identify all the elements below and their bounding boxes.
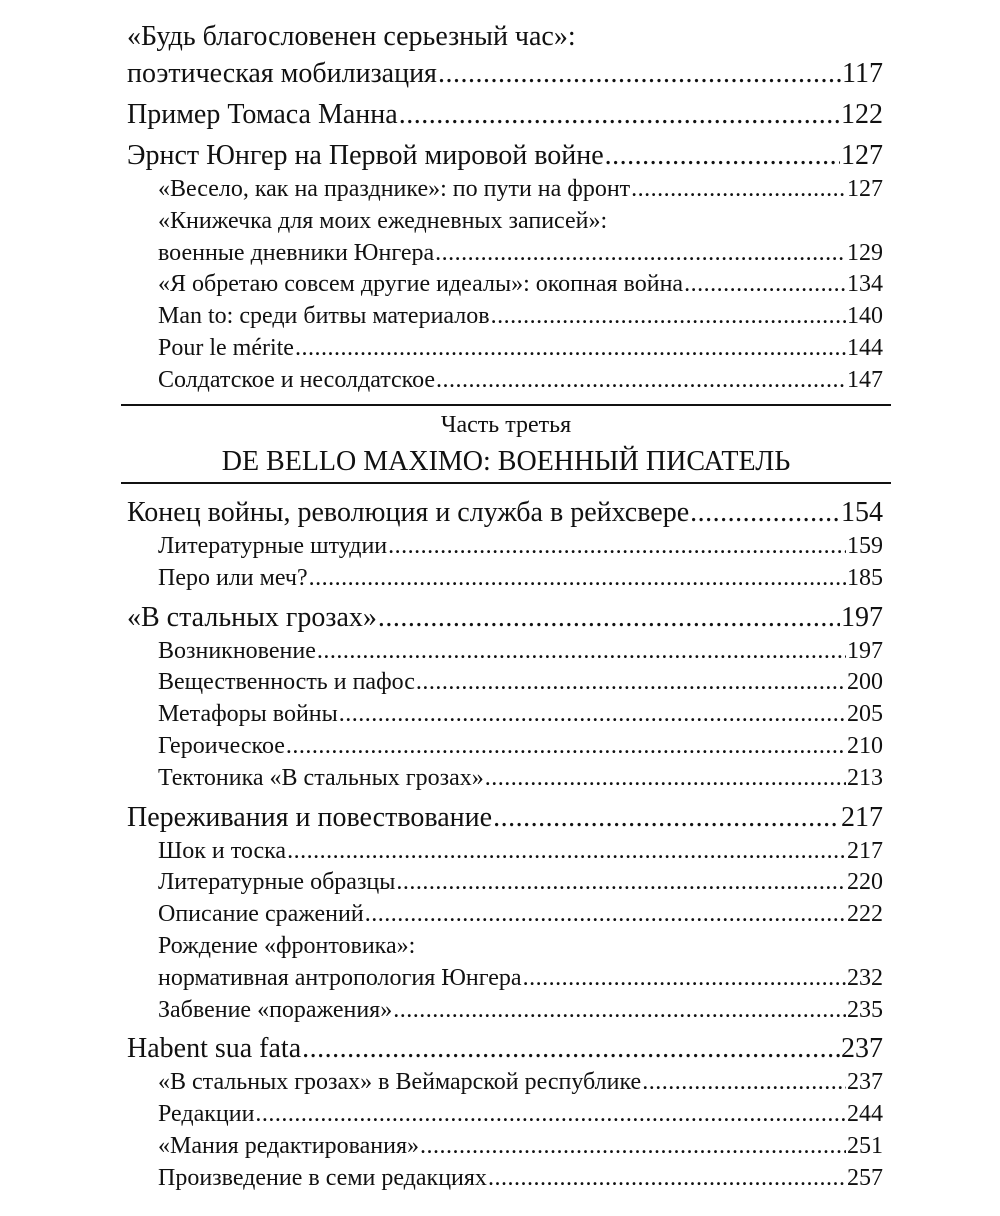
toc-entry-title: Описание сражений xyxy=(158,901,364,928)
part-divider-bottom-rule xyxy=(121,482,891,484)
toc-entry-title: Произведение в семи редакциях xyxy=(158,1164,487,1191)
toc-page-number: 147 xyxy=(847,366,883,393)
dot-leader xyxy=(684,269,846,301)
toc-page-number: 232 xyxy=(847,964,883,991)
toc-bottom-section xyxy=(127,494,883,1195)
toc-entry-title: Литературные образцы xyxy=(158,869,396,896)
toc-section-entry xyxy=(127,995,883,1027)
toc-entry-title: Шок и тоска xyxy=(158,837,287,864)
toc-page-number: 235 xyxy=(847,996,883,1023)
toc-page-number: 205 xyxy=(847,701,883,728)
toc-entry-title: Метафоры войны xyxy=(158,701,338,728)
toc-entry-title: Man to: среди битвы материалов xyxy=(158,303,490,330)
toc-entry-title: Переживания и повествование xyxy=(127,801,493,833)
toc-entry-title: Habent sua fata xyxy=(127,1033,302,1065)
toc-entry-title: Забвение «поражения» xyxy=(158,996,393,1023)
toc-entry-title: поэтическая мобилизация xyxy=(127,58,437,89)
part-label: Часть третья xyxy=(440,412,572,438)
dot-leader xyxy=(488,1163,846,1195)
toc-entry-title: Рождение «фронтовика»: xyxy=(158,932,416,959)
toc-page-number: 127 xyxy=(847,176,883,202)
toc-page-number: 237 xyxy=(841,1033,883,1065)
dot-leader xyxy=(523,963,846,995)
part-title: DE BELLO MAXIMO: ВОЕННЫЙ ПИСАТЕЛЬ xyxy=(221,446,791,477)
toc-page-number: 251 xyxy=(847,1132,883,1159)
dot-leader xyxy=(309,563,846,595)
dot-leader xyxy=(485,763,846,795)
toc-page-number: 159 xyxy=(847,533,883,559)
toc-entry-title: «Я обретаю совсем другие идеалы»: окопная война xyxy=(158,271,684,298)
toc-section-entry xyxy=(127,867,883,899)
toc-page-number: 222 xyxy=(847,901,883,928)
toc-section-entry xyxy=(127,333,883,365)
dot-leader xyxy=(295,333,846,365)
toc-page-number: 185 xyxy=(847,564,883,591)
toc-chapter-entry xyxy=(127,599,883,636)
toc-page-number: 129 xyxy=(847,239,883,266)
dot-leader xyxy=(393,995,846,1027)
dot-leader xyxy=(605,137,840,174)
toc-chapter-entry xyxy=(127,799,883,836)
dot-leader xyxy=(690,494,840,531)
toc-entry-title: Тектоника «В стальных грозах» xyxy=(158,764,484,791)
toc-section-entry xyxy=(127,763,883,795)
toc-section-entry xyxy=(127,238,883,270)
toc-page-number: 213 xyxy=(847,764,883,791)
dot-leader xyxy=(286,731,846,763)
toc-section-entry xyxy=(127,667,883,699)
toc-entry-title: «В стальных грозах» в Веймарской республике xyxy=(158,1069,642,1096)
toc-chapter-entry xyxy=(127,1030,883,1067)
toc-section-entry xyxy=(127,963,883,995)
toc-page-number: 117 xyxy=(842,58,883,89)
dot-leader xyxy=(388,531,846,563)
toc-page-number: 257 xyxy=(847,1164,883,1191)
toc-entry-title: Редакции xyxy=(158,1101,255,1128)
toc-entry-title: «Будь благословенен серьезный час»: xyxy=(127,21,576,52)
toc-chapter-entry xyxy=(127,55,883,92)
toc-entry-title: военные дневники Юнгера xyxy=(158,239,435,266)
dot-leader xyxy=(642,1067,846,1099)
toc-section-entry xyxy=(127,1067,883,1099)
toc-chapter-entry xyxy=(127,137,883,174)
toc-section-entry xyxy=(127,269,883,301)
toc-page-number: 237 xyxy=(847,1069,883,1096)
toc-section-entry xyxy=(127,301,883,333)
toc-page-number: 217 xyxy=(841,801,883,833)
toc-entry-title: Литературные штудии xyxy=(158,533,388,559)
dot-leader xyxy=(378,599,840,636)
toc-section-entry xyxy=(127,636,883,668)
toc-page-number: 127 xyxy=(841,140,883,171)
toc-entry-title: Солдатское и несолдатское xyxy=(158,366,436,393)
dot-leader xyxy=(255,1099,846,1131)
toc-entry-title: «Весело, как на празднике»: по пути на фронт xyxy=(158,176,631,202)
toc-page-number: 210 xyxy=(847,732,883,759)
dot-leader xyxy=(287,836,846,868)
part-divider-top-rule xyxy=(121,404,891,406)
toc-entry-title: Эрнст Юнгер на Первой мировой войне xyxy=(127,140,604,171)
toc-entry-title: Вещественность и пафос xyxy=(158,669,415,696)
toc-page-number: 244 xyxy=(847,1101,883,1128)
dot-leader xyxy=(436,365,846,397)
dot-leader xyxy=(339,699,846,731)
toc-section-entry xyxy=(127,1163,883,1195)
dot-leader xyxy=(491,301,846,333)
dot-leader xyxy=(438,55,841,92)
toc-page-number: 200 xyxy=(847,669,883,696)
toc-page-number: 217 xyxy=(847,837,883,864)
toc-chapter-entry xyxy=(127,96,883,133)
toc-page-number: 197 xyxy=(847,637,883,664)
toc-section-entry xyxy=(127,206,883,238)
toc-section-entry xyxy=(127,731,883,763)
dot-leader xyxy=(631,174,846,206)
toc-page-number: 197 xyxy=(841,601,883,633)
toc-section-entry xyxy=(127,531,883,563)
toc-page-number: 144 xyxy=(847,334,883,361)
toc-section-entry xyxy=(127,699,883,731)
toc-entry-title: «В стальных грозах» xyxy=(127,601,377,633)
toc-entry-title: Перо или меч? xyxy=(158,564,308,591)
toc-section-entry xyxy=(127,563,883,595)
dot-leader xyxy=(396,867,846,899)
toc-page-number: 140 xyxy=(847,303,883,330)
dot-leader xyxy=(493,799,840,836)
toc-entry-title: Пример Томаса Манна xyxy=(127,99,398,130)
toc-entry-title: Героическое xyxy=(158,732,285,759)
toc-entry-title: Конец войны, революция и служба в рейхсвере xyxy=(127,497,690,528)
toc-section-entry xyxy=(127,174,883,206)
toc-entry-title: «Мания редактирования» xyxy=(158,1132,419,1159)
toc-page-number: 134 xyxy=(847,271,883,298)
dot-leader xyxy=(416,667,846,699)
toc-top-section xyxy=(127,18,883,397)
dot-leader xyxy=(399,96,840,133)
toc-section-entry xyxy=(127,931,883,963)
toc-page-number: 220 xyxy=(847,869,883,896)
toc-page-number: 154 xyxy=(841,497,883,528)
dot-leader xyxy=(435,238,846,270)
toc-entry-title: Возникновение xyxy=(158,637,316,664)
toc-chapter-entry xyxy=(127,494,883,531)
dot-leader xyxy=(365,899,846,931)
toc-entry-title: «Книжечка для моих ежедневных записей»: xyxy=(158,207,608,234)
toc-entry-title: Pour le mérite xyxy=(158,334,294,361)
toc-section-entry xyxy=(127,1131,883,1163)
dot-leader xyxy=(420,1131,846,1163)
toc-section-entry xyxy=(127,1099,883,1131)
toc-entry-title: нормативная антропология Юнгера xyxy=(158,964,522,991)
dot-leader xyxy=(302,1030,840,1067)
toc-section-entry xyxy=(127,836,883,868)
dot-leader xyxy=(317,636,846,668)
toc-section-entry xyxy=(127,365,883,397)
toc-chapter-entry xyxy=(127,18,883,55)
toc-page-number: 122 xyxy=(841,99,883,130)
toc-section-entry xyxy=(127,899,883,931)
